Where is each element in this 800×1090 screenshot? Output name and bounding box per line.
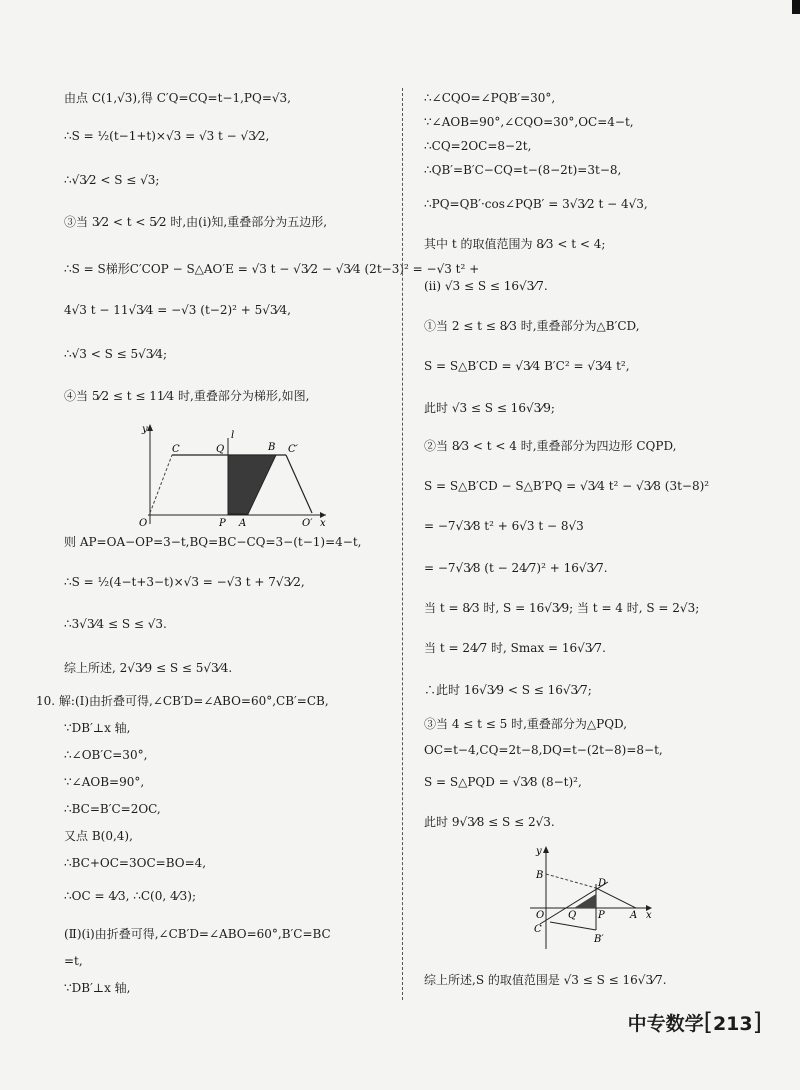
label-x-axis: x [646, 910, 652, 921]
text-line: ∴QB′=B′C−CQ=t−(8−2t)=3t−8, [424, 163, 622, 177]
label-A: A [630, 910, 638, 921]
text-line: OC=t−4,CQ=2t−8,DQ=t−(2t−8)=8−t, [424, 743, 663, 757]
page-number: 213 [712, 1013, 753, 1035]
label-A: A [239, 518, 247, 529]
text-line: ∴√3⁄2 < S ≤ √3; [64, 173, 160, 187]
text-line: ∴OC = 4⁄3, ∴C(0, 4⁄3); [64, 889, 196, 903]
label-O: O [139, 518, 148, 529]
text-line: =t, [64, 954, 83, 968]
text-line: 此时 √3 ≤ S ≤ 16√3⁄9; [424, 401, 555, 415]
text-line: ∵∠AOB=90°, [64, 775, 145, 789]
text-line: (Ⅱ)(ⅰ)由折叠可得,∠CB′D=∠ABO=60°,B′C=BC [64, 927, 331, 941]
text-line: 又点 B(0,4), [64, 829, 133, 843]
label-y-axis: y [536, 846, 542, 857]
text-line: 当 t = 8⁄3 时, S = 16√3⁄9; 当 t = 4 时, S = 2√3; [424, 601, 700, 615]
text-line: = −7√3⁄8 (t − 24⁄7)² + 16√3⁄7. [424, 561, 608, 575]
text-line: 当 t = 24⁄7 时, Smax = 16√3⁄7. [424, 641, 606, 655]
text-line: 则 AP=OA−OP=3−t,BQ=BC−CQ=3−(t−1)=4−t, [64, 535, 362, 549]
text-line: ∴S = S梯形C′COP − S△AO′E = √3 t − √3⁄2 − √3⁄4 (2t−3)² = −√3 t² + [64, 262, 480, 276]
bracket-left: [ [703, 1008, 713, 1036]
text-line: 此时 9√3⁄8 ≤ S ≤ 2√3. [424, 815, 555, 829]
label-Q: Q [216, 444, 225, 455]
text-line: ④当 5⁄2 ≤ t ≤ 11⁄4 时,重叠部分为梯形,如图, [64, 389, 310, 403]
label-l: l [231, 430, 235, 441]
label-Bprime: B′ [594, 934, 604, 945]
text-line: ∵DB′⊥x 轴, [64, 981, 131, 995]
text-line: S = S△B′CD = √3⁄4 B′C² = √3⁄4 t², [424, 359, 630, 373]
label-P: P [598, 910, 605, 921]
label-D: D [598, 878, 607, 889]
label-B: B [536, 870, 544, 881]
text-line: ∵DB′⊥x 轴, [64, 721, 131, 735]
column-divider [402, 88, 403, 1000]
label-P: P [219, 518, 226, 529]
text-line: 4√3 t − 11√3⁄4 = −√3 (t−2)² + 5√3⁄4, [64, 303, 291, 317]
text-line: ∴CQ=2OC=8−2t, [424, 139, 532, 153]
text-line: ∴∠CQO=∠PQB′=30°, [424, 91, 556, 105]
text-line: ∴BC+OC=3OC=BO=4, [64, 856, 207, 870]
text-line: 综上所述,S 的取值范围是 √3 ≤ S ≤ 16√3⁄7. [424, 973, 667, 987]
text-line: 综上所述, 2√3⁄9 ≤ S ≤ 5√3⁄4. [64, 661, 233, 675]
label-y-axis: y [142, 424, 148, 435]
footer-subject: 中专数学 [627, 1013, 704, 1035]
label-B: B [268, 442, 276, 453]
text-line: ∴√3 < S ≤ 5√3⁄4; [64, 347, 168, 361]
bracket-right: ] [752, 1008, 762, 1036]
text-line: ∴3√3⁄4 ≤ S ≤ √3. [64, 617, 167, 631]
trapezoid-figure [136, 420, 336, 530]
text-line: S = S△B′CD − S△B′PQ = √3⁄4 t² − √3⁄8 (3t−8)² [424, 479, 710, 493]
page-footer [628, 1008, 762, 1036]
text-line: ③当 3⁄2 < t < 5⁄2 时,由(ⅰ)知,重叠部分为五边形, [64, 215, 328, 229]
label-Oprime: O′ [302, 518, 313, 529]
text-line: 10. 解:(Ⅰ)由折叠可得,∠CB′D=∠ABO=60°,CB′=CB, [36, 694, 329, 708]
text-line: ∴S = ½(t−1+t)×√3 = √3 t − √3⁄2, [64, 129, 270, 143]
text-line: (ⅱ) √3 ≤ S ≤ 16√3⁄7. [424, 279, 548, 293]
text-line: ①当 2 ≤ t ≤ 8⁄3 时,重叠部分为△B′CD, [424, 319, 640, 333]
text-line: ∴S = ½(4−t+3−t)×√3 = −√3 t + 7√3⁄2, [64, 575, 305, 589]
text-line: ∵∠AOB=90°,∠CQO=30°,OC=4−t, [424, 115, 634, 129]
label-Q: Q [568, 910, 577, 921]
label-C: C [534, 924, 542, 935]
text-line: ②当 8⁄3 < t < 4 时,重叠部分为四边形 CQPD, [424, 439, 677, 453]
text-line: ∴BC=B′C=2OC, [64, 802, 161, 816]
text-line: ∴此时 16√3⁄9 < S ≤ 16√3⁄7; [424, 683, 592, 697]
label-x-axis: x [320, 518, 326, 529]
label-O: O [536, 910, 545, 921]
corner-mark [792, 0, 800, 14]
text-line: ∴PQ=QB′·cos∠PQB′ = 3√3⁄2 t − 4√3, [424, 197, 648, 211]
text-line: ③当 4 ≤ t ≤ 5 时,重叠部分为△PQD, [424, 717, 628, 731]
text-line: S = S△PQD = √3⁄8 (8−t)², [424, 775, 582, 789]
label-Cprime: C′ [288, 444, 298, 455]
text-line: 其中 t 的取值范围为 8⁄3 < t < 4; [424, 237, 606, 251]
text-line: ∴∠OB′C=30°, [64, 748, 148, 762]
text-line: 由点 C(1,√3),得 C′Q=CQ=t−1,PQ=√3, [64, 91, 291, 105]
text-line: = −7√3⁄8 t² + 6√3 t − 8√3 [424, 519, 584, 533]
label-C: C [172, 444, 180, 455]
triangle-figure [528, 844, 658, 954]
